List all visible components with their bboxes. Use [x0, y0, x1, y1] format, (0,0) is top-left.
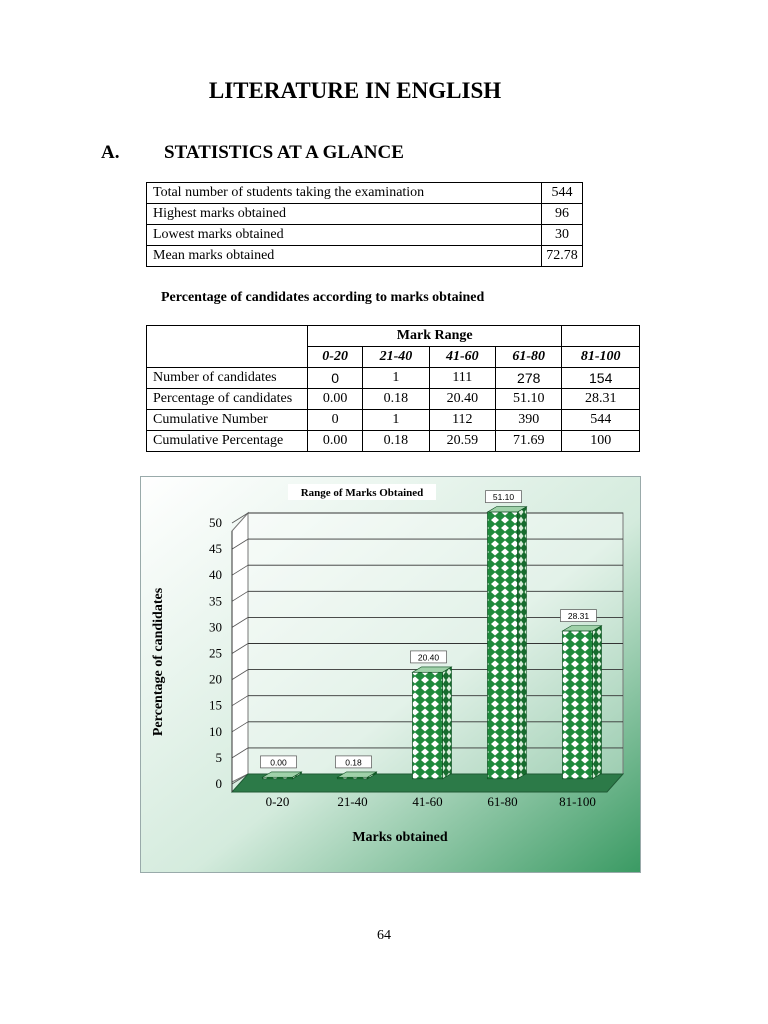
page-number: 64 [377, 928, 391, 943]
x-tick-label: 21-40 [337, 794, 368, 809]
bar [413, 672, 443, 778]
bar [338, 777, 368, 779]
section-title: STATISTICS AT A GLANCE [164, 142, 404, 163]
table-cell: 0.00 [308, 431, 363, 452]
table-row [147, 183, 583, 204]
table-cell: 1 [363, 410, 429, 431]
x-tick-label: 41-60 [412, 794, 443, 809]
x-tick-label: 81-100 [559, 794, 596, 809]
table-cell: 544 [562, 410, 640, 431]
table-row [147, 225, 583, 246]
table-row [147, 389, 640, 410]
table-row [147, 246, 583, 267]
range-header: 0-20 [308, 347, 363, 368]
table-cell: 20.40 [429, 389, 495, 410]
x-tick-label: 61-80 [487, 794, 518, 809]
bar-side [593, 626, 602, 779]
x-axis-title: Marks obtained [352, 830, 448, 845]
y-axis-title: Percentage of candidates [151, 587, 166, 737]
table-cell: 112 [429, 410, 495, 431]
chart-svg [140, 476, 641, 873]
y-tick-label: 40 [209, 567, 222, 583]
table-cell: 100 [562, 431, 640, 452]
stat-value: 96 [542, 204, 583, 225]
range-header: 81-100 [562, 347, 640, 368]
table-cell: 0.18 [363, 431, 429, 452]
data-label: 0.00 [270, 757, 287, 768]
row-label: Percentage of candidates [147, 389, 308, 410]
data-label: 51.10 [492, 492, 515, 503]
stat-label: Mean marks obtained [147, 246, 542, 267]
table-cell: 0.18 [363, 389, 429, 410]
y-tick-label: 35 [209, 593, 222, 609]
y-tick-label: 5 [215, 749, 222, 765]
data-label: 28.31 [567, 611, 590, 622]
bar-side [518, 507, 527, 779]
table-cell: 51.10 [496, 389, 562, 410]
table-cell: 1 [363, 368, 429, 389]
range-header: 21-40 [363, 347, 429, 368]
bar [488, 512, 518, 779]
range-header: 41-60 [429, 347, 495, 368]
page-title: LITERATURE IN ENGLISH [208, 78, 502, 103]
bar [563, 631, 593, 779]
stat-value: 72.78 [542, 246, 583, 267]
bar [263, 777, 293, 779]
table-row [147, 431, 640, 452]
table-cell: 0.00 [308, 389, 363, 410]
table-cell: 154 [562, 368, 640, 389]
table-row [147, 368, 640, 389]
y-tick-label: 25 [209, 645, 222, 661]
stat-value: 30 [542, 225, 583, 246]
statistics-table [146, 182, 583, 267]
table-header-row [147, 326, 640, 347]
y-tick-label: 15 [209, 697, 222, 713]
stat-label: Total number of students taking the examination [147, 183, 542, 204]
x-tick-label: 0-20 [265, 794, 290, 809]
section-number: A. [101, 142, 120, 163]
table-cell: 111 [429, 368, 495, 389]
stat-value: 544 [542, 183, 583, 204]
y-tick-label: 10 [209, 723, 222, 739]
table-cell: 278 [496, 368, 562, 389]
row-label: Number of candidates [147, 368, 308, 389]
table-cell: 28.31 [562, 389, 640, 410]
table-cell: 71.69 [496, 431, 562, 452]
y-tick-label: 50 [209, 515, 222, 530]
data-label: 20.40 [417, 652, 440, 663]
row-label: Cumulative Number [147, 410, 308, 431]
y-tick-label: 0 [215, 776, 222, 791]
y-tick-label: 20 [209, 671, 222, 687]
table-header-row [147, 347, 640, 368]
chart-title: Range of Marks Obtained [300, 487, 424, 499]
table-cell: 0 [308, 368, 363, 389]
y-tick-label: 30 [209, 619, 222, 635]
table-row [147, 204, 583, 225]
stat-label: Lowest marks obtained [147, 225, 542, 246]
mark-range-header: Mark Range [308, 326, 562, 347]
table-row [147, 410, 640, 431]
marks-chart [140, 476, 641, 873]
y-tick-label: 45 [209, 541, 222, 557]
chart-side-wall [232, 513, 248, 782]
data-label: 0.18 [345, 757, 362, 768]
table-cell: 390 [496, 410, 562, 431]
row-label: Cumulative Percentage [147, 431, 308, 452]
marks-range-table [146, 325, 640, 452]
bar-side [443, 667, 452, 779]
table-cell: 0 [308, 410, 363, 431]
table-cell: 20.59 [429, 431, 495, 452]
stat-label: Highest marks obtained [147, 204, 542, 225]
marks-table-caption: Percentage of candidates according to marks obtained [161, 290, 485, 305]
range-header: 61-80 [496, 347, 562, 368]
